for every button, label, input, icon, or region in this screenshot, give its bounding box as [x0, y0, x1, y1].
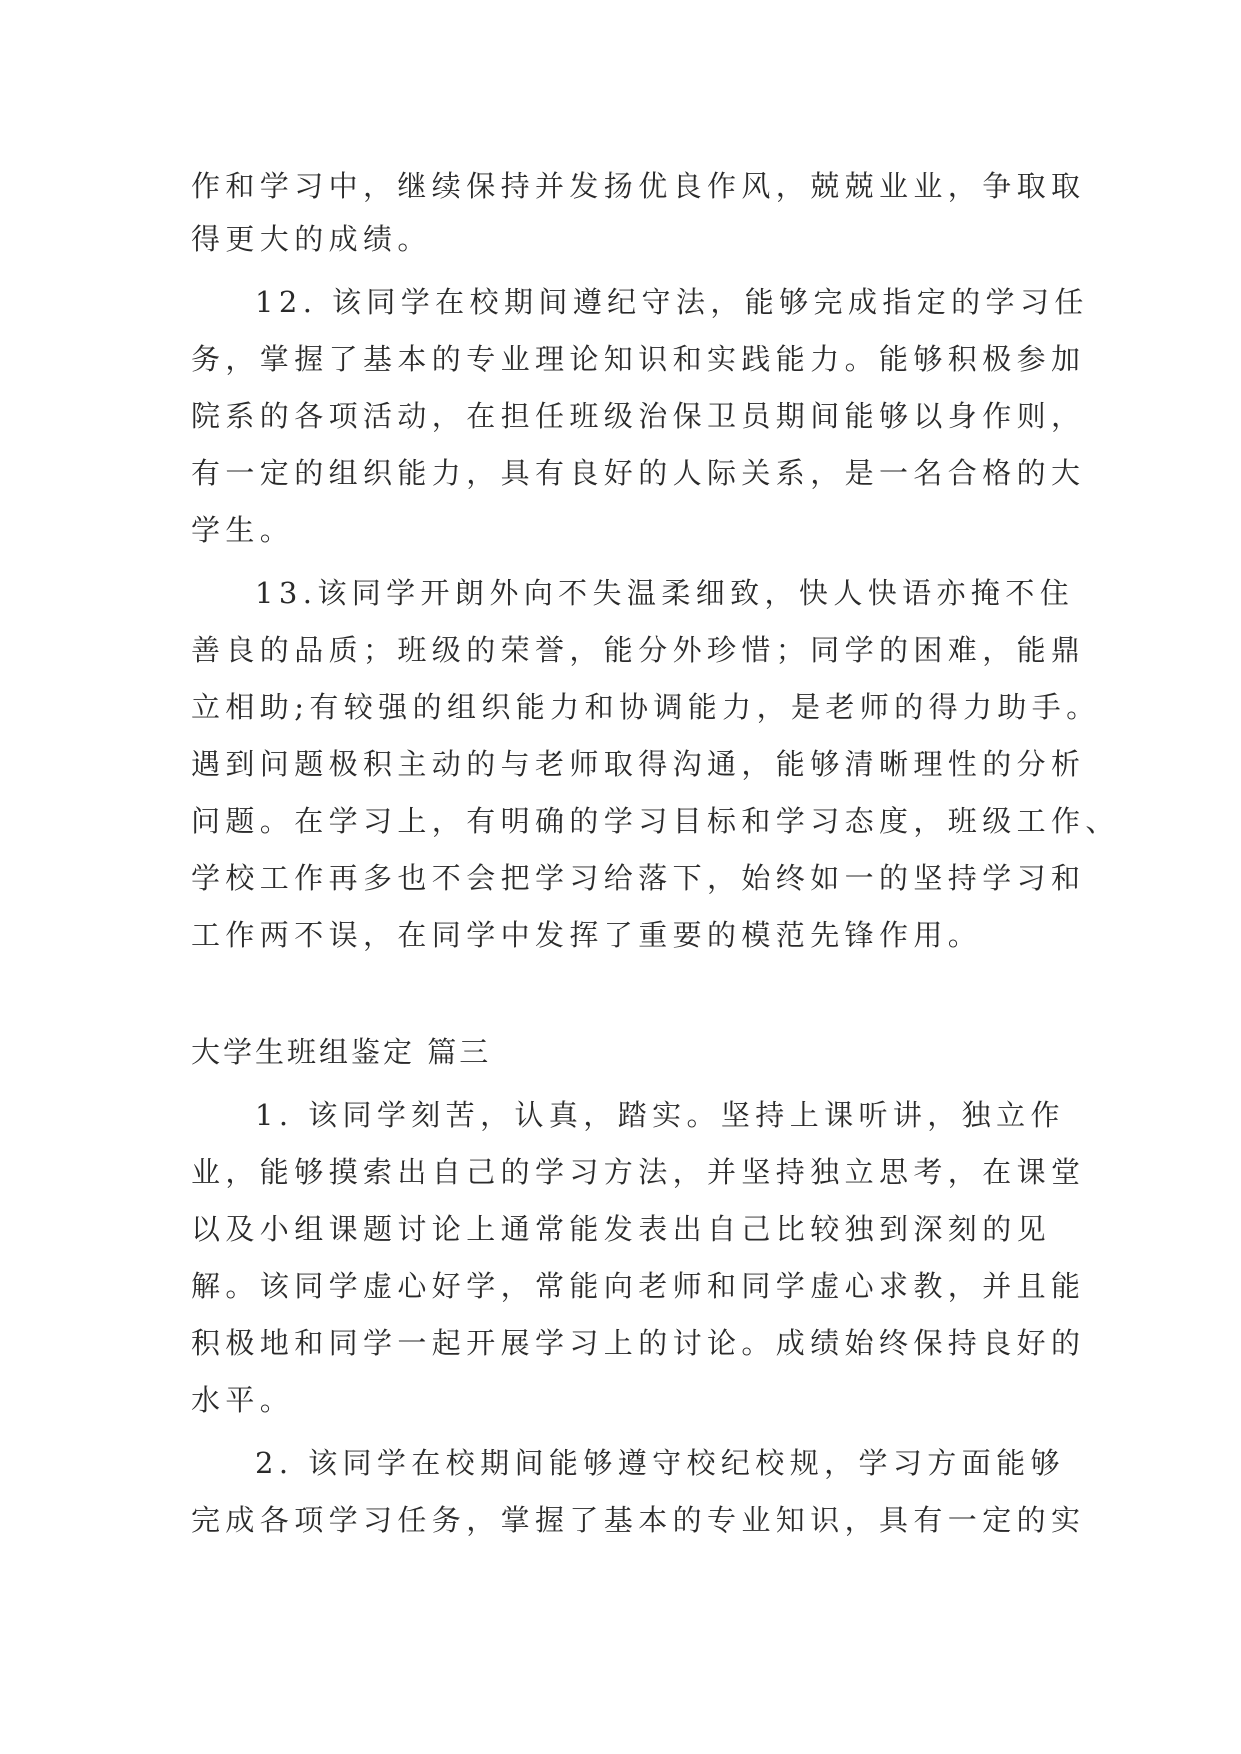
- text-line: 解。该同学虚心好学，常能向老师和同学虚心求教，并且能: [191, 1269, 1086, 1303]
- text-line: 业，能够摸索出自己的学习方法，并坚持独立思考，在课堂: [191, 1155, 1086, 1189]
- paragraph-13-start: 13.该同学开朗外向不失温柔细致，快人快语亦掩不住: [255, 576, 1075, 610]
- paragraph-12-start: 12. 该同学在校期间遵纪守法，能够完成指定的学习任: [255, 285, 1089, 319]
- text-line: 有一定的组织能力，具有良好的人际关系，是一名合格的大: [191, 456, 1086, 490]
- text-line: 以及小组课题讨论上通常能发表出自己比较独到深刻的见: [191, 1212, 1052, 1246]
- text-line: 得更大的成绩。: [191, 222, 432, 256]
- text-line: 善良的品质；班级的荣誉，能分外珍惜；同学的困难，能鼎: [191, 633, 1086, 667]
- text-line: 积极地和同学一起开展学习上的讨论。成绩始终保持良好的: [191, 1326, 1086, 1360]
- section-heading: 大学生班组鉴定 篇三: [191, 1035, 492, 1069]
- text-line: 学生。: [191, 513, 295, 547]
- text-line: 完成各项学习任务，掌握了基本的专业知识，具有一定的实: [191, 1503, 1086, 1537]
- paragraph-1-start: 1. 该同学刻苦，认真，踏实。坚持上课听讲，独立作: [255, 1098, 1065, 1132]
- text-line: 问题。在学习上，有明确的学习目标和学习态度，班级工作、: [191, 804, 1120, 838]
- text-line: 遇到问题极积主动的与老师取得沟通，能够清晰理性的分析: [191, 747, 1086, 781]
- text-line: 水平。: [191, 1383, 295, 1417]
- text-line: 立相助;有较强的组织能力和协调能力，是老师的得力助手。: [191, 690, 1101, 724]
- text-line: 务，掌握了基本的专业理论知识和实践能力。能够积极参加: [191, 342, 1086, 376]
- text-line: 作和学习中，继续保持并发扬优良作风，兢兢业业，争取取: [191, 169, 1086, 203]
- paragraph-2-start: 2. 该同学在校期间能够遵守校纪校规，学习方面能够: [255, 1446, 1065, 1480]
- text-line: 学校工作再多也不会把学习给落下，始终如一的坚持学习和: [191, 861, 1086, 895]
- text-line: 工作两不误，在同学中发挥了重要的模范先锋作用。: [191, 918, 983, 952]
- text-line: 院系的各项活动，在担任班级治保卫员期间能够以身作则，: [191, 399, 1086, 433]
